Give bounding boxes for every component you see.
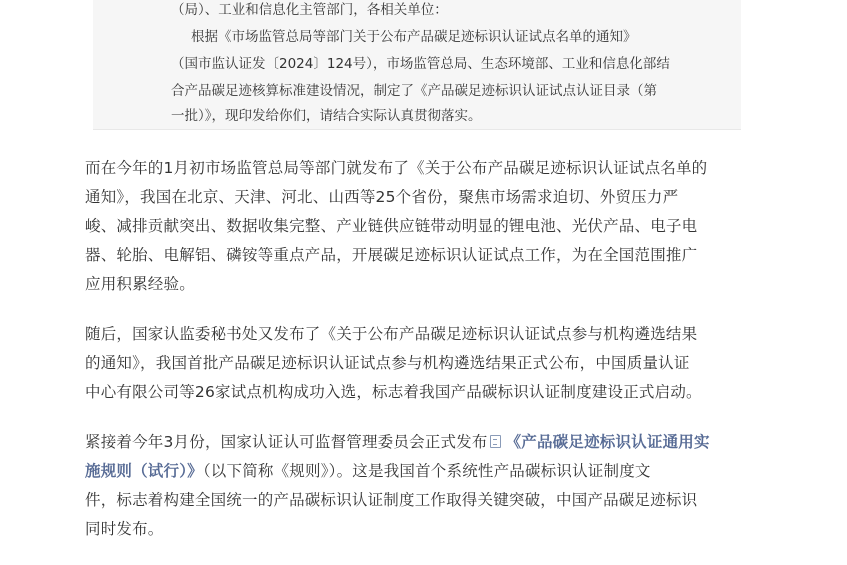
p3-line-1: [85, 428, 757, 457]
quote-line-4: 合产品碳足迹核算标准建设情况，制定了《产品碳足迹标识认证试点认证目录（第: [171, 83, 657, 99]
quote-line-2: 根据《市场监管总局等部门关于公布产品碳足迹标识认证试点名单的通知》: [191, 29, 637, 45]
quote-line-3: （国市监认证发〔2024〕124号），市场监管总局、生态环境部、工业和信息化部结: [171, 56, 670, 72]
p1-line-5: 应用积累经验。: [85, 275, 195, 293]
p3-line-2: [85, 457, 757, 486]
p1-line-4: 器、轮胎、电解铝、磷铵等重点产品，开展碳足迹标识认证试点工作，为在全国范围推广: [85, 246, 698, 264]
document-link-icon[interactable]: [490, 435, 501, 448]
rules-link-part-1[interactable]: 《产品碳足迹标识认证通用实: [505, 433, 710, 451]
p2-line-2: 的通知》，我国首批产品碳足迹标识认证试点参与机构遴选结果正式公布，中国质量认证: [85, 354, 690, 372]
rules-link-part-2[interactable]: 施规则（试行）》: [85, 462, 203, 480]
p3-line-4: 同时发布。: [85, 520, 164, 538]
p1-line-3: 峻、减排贡献突出、数据收集完整、产业链供应链带动明显的锂电池、光伏产品、电子电: [85, 217, 698, 235]
p3-line-3: 件，标志着构建全国统一的产品碳标识认证制度工作取得关键突破，中国产品碳足迹标识: [85, 491, 698, 509]
article-body: [85, 154, 757, 565]
p2-line-3: 中心有限公司等26家试点机构成功入选，标志着我国产品碳标识认证制度建设正式启动。: [85, 383, 702, 401]
p1-line-1: 而在今年的1月初市场监管总局等部门就发布了《关于公布产品碳足迹标识认证试点名单的: [85, 159, 708, 177]
p1-line-2: 通知》，我国在北京、天津、河北、山西等25个省份，聚焦市场需求迫切、外贸压力严: [85, 188, 679, 206]
paragraph-1: [85, 154, 757, 299]
paragraph-2: [85, 320, 757, 407]
p3-line-1-text: 紧接着今年3月份，国家认证认可监督管理委员会正式发布: [85, 433, 488, 451]
quote-line-5: 一批）》，现印发给你们，请结合实际认真贯彻落实。: [171, 108, 482, 124]
paragraph-3: [85, 428, 757, 544]
quoted-notice: [93, 0, 741, 130]
p3-line-2-text: （以下简称《规则》）。这是我国首个系统性产品碳标识认证制度文: [202, 462, 651, 480]
p2-line-1: 随后，国家认监委秘书处又发布了《关于公布产品碳足迹标识认证试点参与机构遴选结果: [85, 325, 698, 343]
quote-line-1: （局）、工业和信息化主管部门，各相关单位：: [171, 2, 448, 18]
